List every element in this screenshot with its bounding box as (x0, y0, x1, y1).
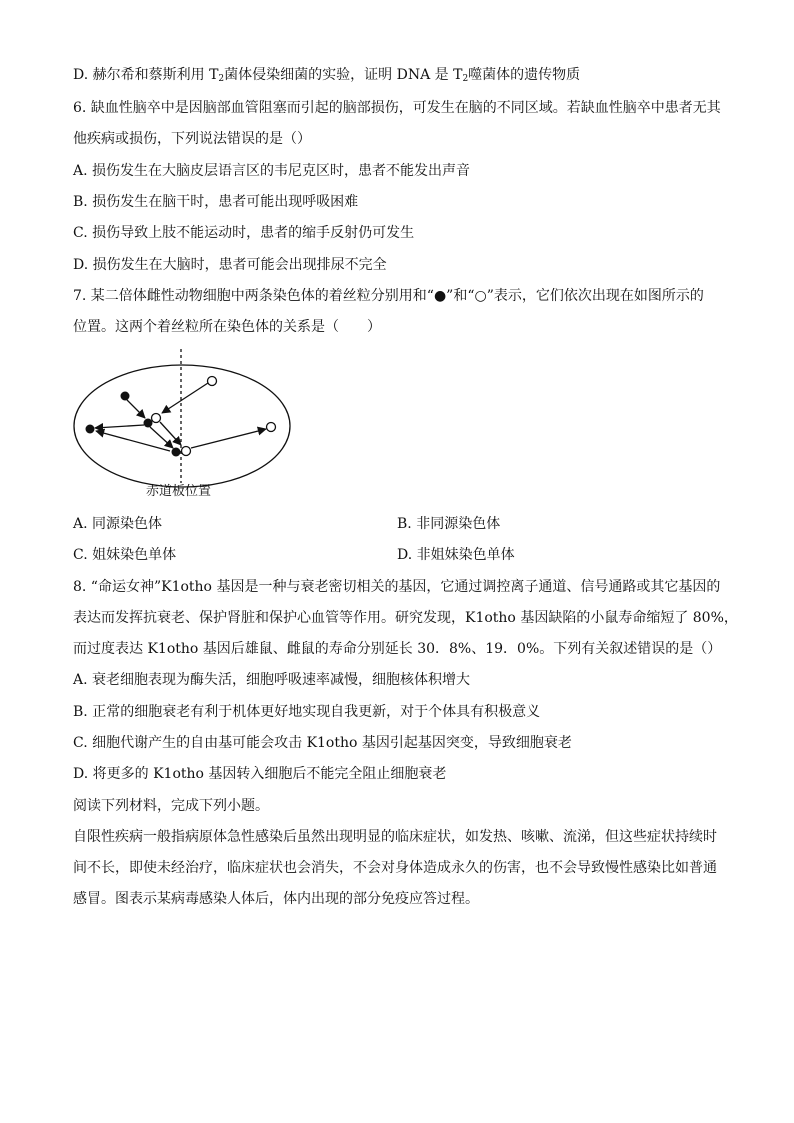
arrow-filled-2-to-left (95, 425, 144, 428)
q5-option-d-part3: 噬菌体的遗传物质 (468, 67, 581, 83)
q5-option-d-part2: 菌体侵染细菌的实验，证明 DNA 是 T (224, 67, 463, 83)
filled-centromere-1 (121, 392, 130, 401)
filled-centromere-left (86, 425, 95, 434)
material-intro: 阅读下列材料，完成下列小题。 (73, 798, 269, 814)
q6-stem-line2: 他疾病或损伤，下列说法错误的是（） (73, 131, 311, 147)
filled-centromere-3 (172, 448, 181, 457)
arrow-open-2-to-3 (160, 422, 181, 445)
open-centromere-right (267, 423, 276, 432)
q8-stem-line3: 而过度表达 K1otho 基因后雄鼠、雌鼠的寿命分别延长 30．8%、19．0%。下列有关叙述错误的是（） (73, 641, 722, 657)
material-paragraph-line3: 感冒。图表示某病毒感染人体后，体内出现的部分免疫应答过程。 (73, 891, 479, 907)
q8-option-b: B. 正常的细胞衰老有利于机体更好地实现自我更新，对于个体具有积极意义 (73, 704, 541, 720)
material-paragraph-line2: 间不长，即使未经治疗，临床症状也会消失，不会对身体造成永久的伤害，也不会导致慢性感染比如普通 (73, 860, 717, 876)
q8-option-c: C. 细胞代谢产生的自由基可能会攻击 K1otho 基因引起基因突变，导致细胞衰老 (73, 735, 572, 751)
q5-option-d (73, 66, 580, 88)
arrow-open-3-to-right (191, 429, 266, 448)
cell-outline (74, 365, 290, 487)
q8-stem-line1: 8. “命运女神”K1otho 基因是一种与衰老密切相关的基因，它通过调控离子通道、信号通路或其它基因的 (73, 579, 721, 595)
material-paragraph-line1: 自限性疾病一般指病原体急性感染后虽然出现明显的临床症状，如发热、咳嗽、流涕，但这些症状持续时 (73, 829, 717, 845)
q5-option-d-part1: D. 赫尔希和蔡斯利用 T (73, 67, 219, 83)
q6-option-c: C. 损伤导致上肢不能运动时，患者的缩手反射仍可发生 (73, 225, 415, 241)
q7-option-c: C. 姐妹染色单体 (73, 547, 177, 563)
subscript-2: 2 (218, 74, 225, 84)
open-centromere-1 (208, 377, 217, 386)
q7-option-a: A. 同源染色体 (73, 516, 163, 532)
q6-option-a: A. 损伤发生在大脑皮层语言区的韦尼克区时，患者不能发出声音 (73, 163, 471, 179)
q8-option-a: A. 衰老细胞表现为酶失活，细胞呼吸速率减慢，细胞核体积增大 (73, 672, 471, 688)
q6-option-b: B. 损伤发生在脑干时，患者可能出现呼吸困难 (73, 194, 359, 210)
q7-stem-line1: 7. 某二倍体雌性动物细胞中两条染色体的着丝粒分别用和“●”和“○”表示，它们依次出现在如图所示的 (73, 288, 704, 304)
arrow-filled-2-to-3 (150, 427, 173, 448)
open-centromere-2 (152, 414, 161, 423)
q7-option-b: B. 非同源染色体 (397, 516, 501, 532)
centromere-movement-diagram (70, 345, 320, 505)
arrow-open-1-to-2 (162, 383, 208, 413)
filled-centromere-2 (144, 419, 153, 428)
q6-option-d: D. 损伤发生在大脑时，患者可能会出现排尿不完全 (73, 257, 387, 273)
q8-stem-line2: 表达而发挥抗衰老、保护肾脏和保护心血管等作用。研究发现，K1otho 基因缺陷的小鼠寿命缩短了 80%， (73, 610, 738, 626)
q7-stem-line2: 位置。这两个着丝粒所在染色体的关系是（ ） (73, 319, 381, 335)
q7-option-d: D. 非姐妹染色单体 (397, 547, 515, 563)
subscript-2: 2 (462, 74, 469, 84)
open-centromere-3 (182, 447, 191, 456)
q6-stem-line1: 6. 缺血性脑卒中是因脑部血管阻塞而引起的脑部损伤，可发生在脑的不同区域。若缺血性脑卒中患者无其 (73, 100, 721, 116)
q8-option-d: D. 将更多的 K1otho 基因转入细胞后不能完全阻止细胞衰老 (73, 766, 447, 782)
figure-caption: 赤道板位置 (146, 484, 212, 499)
arrow-filled-3-to-left (96, 431, 170, 451)
arrow-filled-1-to-2 (127, 400, 145, 418)
